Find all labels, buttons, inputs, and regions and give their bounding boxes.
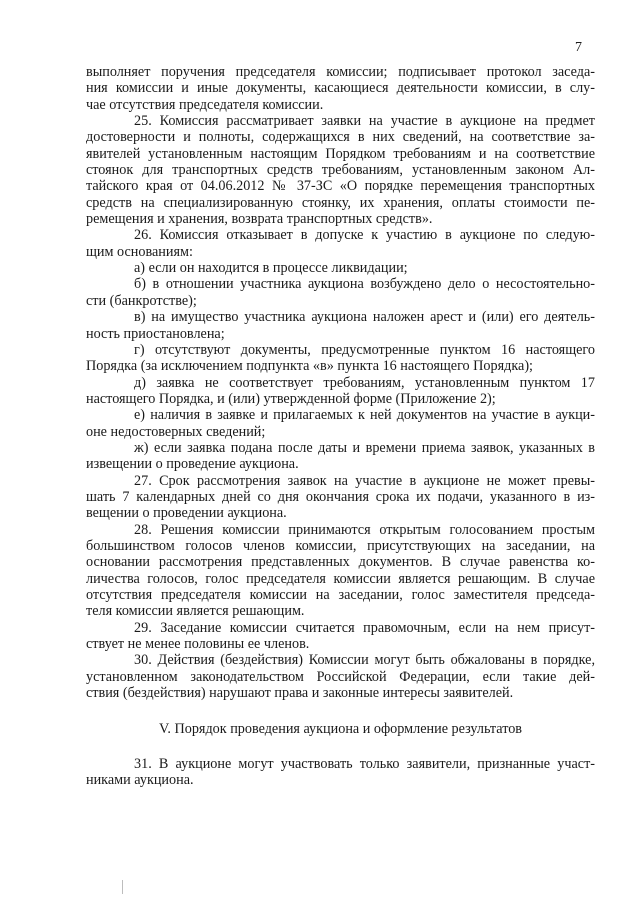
paragraph-p-26d	[86, 375, 595, 408]
paragraph-list	[86, 64, 595, 701]
text-line: выполняет поручения председателя комиссии; подписывает протокол заседа-	[86, 64, 595, 80]
text-line: явителей установленным настоящим Порядком требованиям и на соответствие	[86, 145, 595, 162]
text-line: ремещения и хранения, возврата транспортных средств».	[86, 211, 433, 228]
text-line: стоянок для транспортных средств требованиям, установленным законом Ал-	[86, 162, 595, 179]
text-line: ность приостановлена;	[86, 325, 225, 342]
text-line: Порядка (за исключением подпункта «в» пункта 16 настоящего Порядка);	[86, 358, 533, 375]
text-line: ж) если заявка подана после даты и времени приема заявок, указанных в	[134, 439, 595, 456]
text-line: 29. Заседание комиссии считается правомочным, если на нем присут-	[134, 619, 595, 636]
section-heading: V. Порядок проведения аукциона и оформление результатов	[158, 721, 523, 738]
paragraph-p-26e	[86, 407, 595, 440]
paragraph-p-29	[86, 620, 595, 653]
text-line: большинством голосов членов комиссии, присутствующих на заседании, на	[86, 537, 595, 554]
text-line: достоверности и полноты, содержащихся в них сведений, на соответствие за-	[86, 129, 595, 146]
scan-artifact	[122, 880, 123, 894]
paragraph-p-26b	[86, 276, 595, 309]
paragraph-p-27	[86, 473, 595, 522]
text-line: д) заявка не соответствует требованиям, установленным пунктом 17	[134, 374, 595, 391]
text-line: щим основаниям:	[86, 243, 193, 260]
text-line: 27. Срок рассмотрения заявок на участие в аукционе не может превы-	[134, 472, 595, 489]
text-line: 30. Действия (бездействия) Комиссии могут быть обжалованы в порядке,	[134, 652, 595, 669]
text-line: е) наличия в заявке и прилагаемых к ней документов на участие в аукци-	[134, 407, 595, 424]
text-line: теля комиссии является решающим.	[86, 603, 305, 620]
text-line: личества голосов, голос председателя комиссии является решающим. В случае	[86, 570, 595, 587]
paragraph-p-cont	[86, 64, 595, 113]
paragraph-list-after-heading	[86, 756, 595, 789]
paragraph-p-28	[86, 522, 595, 620]
page-number: 7	[575, 40, 582, 55]
text-line: 25. Комиссия рассматривает заявки на участие в аукционе на предмет	[134, 113, 595, 130]
text-line: шать 7 календарных дней со дня окончания срока их подачи, указанного в из-	[86, 488, 595, 505]
text-line: в) на имущество участника аукциона наложен арест и (или) его деятель-	[134, 309, 595, 326]
text-line: никами аукциона.	[86, 772, 194, 789]
text-line: ствует не менее половины ее членов.	[86, 636, 310, 653]
text-line: сти (банкротстве);	[86, 292, 197, 309]
text-line: г) отсутствуют документы, предусмотренные пунктом 16 настоящего	[134, 341, 595, 358]
text-line: 28. Решения комиссии принимаются открытым голосованием простым	[134, 521, 595, 538]
paragraph-p-26	[86, 227, 595, 260]
text-line: а) если он находится в процессе ликвидации;	[134, 260, 408, 277]
paragraph-p-25	[86, 113, 595, 227]
paragraph-p-30	[86, 652, 595, 701]
text-line: тайского края от 04.06.2012 № 37-ЗС «О порядке перемещения транспортных	[86, 178, 595, 195]
text-line: 26. Комиссия отказывает в допуске к участию в аукционе по следую-	[134, 227, 595, 244]
paragraph-p-26v	[86, 309, 595, 342]
text-line: вещении о проведении аукциона.	[86, 505, 287, 522]
text-line: отсутствия председателя комиссии на заседании, голос заместителя председа-	[86, 587, 595, 603]
text-line: установленном законодательством Российской Федерации, если такие дей-	[86, 668, 595, 685]
text-line: б) в отношении участника аукциона возбуждено дело о несостоятельно-	[134, 276, 595, 293]
text-line: 31. В аукционе могут участвовать только заявители, признанные участ-	[134, 755, 595, 772]
paragraph-p-26a	[86, 260, 595, 276]
text-line: ния комиссии и иные документы, касающиеся деятельности комиссии, в слу-	[86, 80, 595, 97]
text-line: основании рассмотрения представленных документов. В случае равенства ко-	[86, 554, 595, 571]
document-body	[86, 64, 595, 788]
text-line: оне недостоверных сведений;	[86, 423, 266, 440]
paragraph-p-26g	[86, 342, 595, 375]
paragraph-p-26zh	[86, 440, 595, 473]
paragraph-p-31	[86, 756, 595, 789]
text-line: средств на специализированную стоянку, их хранения, оплаты стоимости пе-	[86, 194, 595, 211]
text-line: ствия (бездействия) нарушают права и законные интересы заявителей.	[86, 685, 514, 702]
text-line: настоящего Порядка, и (или) утвержденной форме (Приложение 2);	[86, 390, 496, 407]
text-line: извещении о проведение аукциона.	[86, 456, 299, 473]
text-line: чае отсутствия председателя комиссии.	[86, 96, 324, 113]
